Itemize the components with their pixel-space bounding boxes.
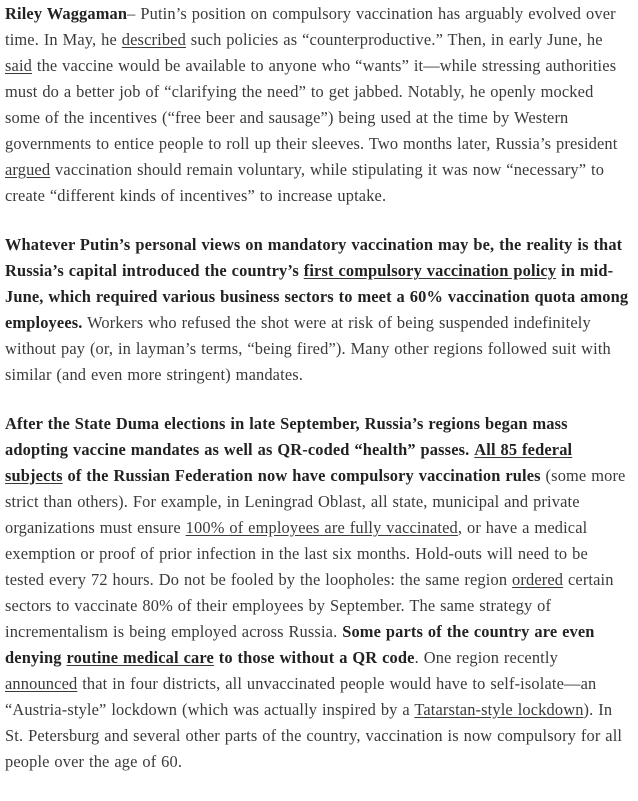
link-label: first compulsory vaccination policy [303, 261, 557, 280]
bold-text: of the Russian Federation now have compulsory vaccination rules [62, 466, 541, 485]
link-tatarstan-lockdown[interactable]: Tatarstan-style lockdown [414, 700, 584, 719]
link-announced[interactable]: announced [5, 674, 78, 693]
paragraph-1 [5, 1, 631, 209]
link-routine-medical-care[interactable] [66, 648, 213, 667]
text: such policies as “counterproductive.” Then, in early June, he [185, 30, 603, 49]
text: that in four districts, all unvaccinated people would have to self-isolate—an “Austria-style” lockdown (which was actually inspired by a [5, 674, 597, 719]
bold-text: to those without a QR code [213, 648, 415, 667]
paragraph-3 [5, 411, 631, 775]
bold-text: Whatever Putin’s personal views on mandatory vaccination may be, the reality is that Russia’s capital introduced the country’s [5, 235, 623, 280]
text: , or have a medical exemption or proof of prior infection in the last six months. Hold-outs will need to be tested every 72 hours. Do not be fooled by the loopholes: the same region [5, 518, 588, 589]
article-body [0, 1, 631, 775]
link-ordered[interactable]: ordered [512, 570, 564, 589]
text: Workers who refused the shot were at risk of being suspended indefinitely without pay (or, in layman’s terms, “being fired”). Many other regions followed suit with similar (and even more stringent) mandates. [5, 313, 611, 384]
text: ). In St. Petersburg and several other parts of the country, vaccination is now compulsory for all people over the age of 60. [5, 700, 623, 771]
text: certain sectors to vaccinate 80% of their employees by September. The same strategy of incrementalism is being employed across Russia. [5, 570, 614, 641]
link-label: routine medical care [66, 648, 214, 667]
link-described[interactable]: described [121, 30, 186, 49]
link-first-compulsory-policy[interactable] [304, 261, 556, 280]
text: the vaccine would be available to anyone who “wants” it—while stressing authorities must do a better job of “clarifying the need” to get jabbed. Notably, he openly mocked some of the incentives (“free beer and sausage”) being used at the time by Western governments to entice people to roll up their sleeves. Two months later, Russia’s president [5, 56, 618, 153]
text: (some more strict than others). For example, in Leningrad Oblast, all state, municipal and private organizations must ensure [5, 466, 626, 537]
text: . One region recently [414, 648, 558, 667]
author-name: Riley Waggaman [5, 4, 128, 23]
link-said[interactable]: said [5, 56, 33, 75]
bold-text: Some parts of the country are even denying [5, 622, 595, 667]
paragraph-2 [5, 232, 631, 388]
text: vaccination should remain voluntary, while stipulating it was now “necessary” to create “different kinds of incentives” to increase uptake. [5, 160, 605, 205]
link-argued[interactable]: argued [5, 160, 51, 179]
link-label: All 85 federal subjects [5, 440, 573, 485]
text: – Putin’s position on compulsory vaccination has arguably evolved over time. In May, he [5, 4, 616, 49]
bold-text: in mid-June, which required various business sectors to meet a 60% vaccination quota among employees. [5, 261, 629, 332]
link-fully-vaccinated[interactable]: 100% of employees are fully vaccinated [185, 518, 458, 537]
bold-text: After the State Duma elections in late September, Russia’s regions began mass adopting vaccine mandates as well as QR-coded “health” passes. [5, 414, 568, 459]
